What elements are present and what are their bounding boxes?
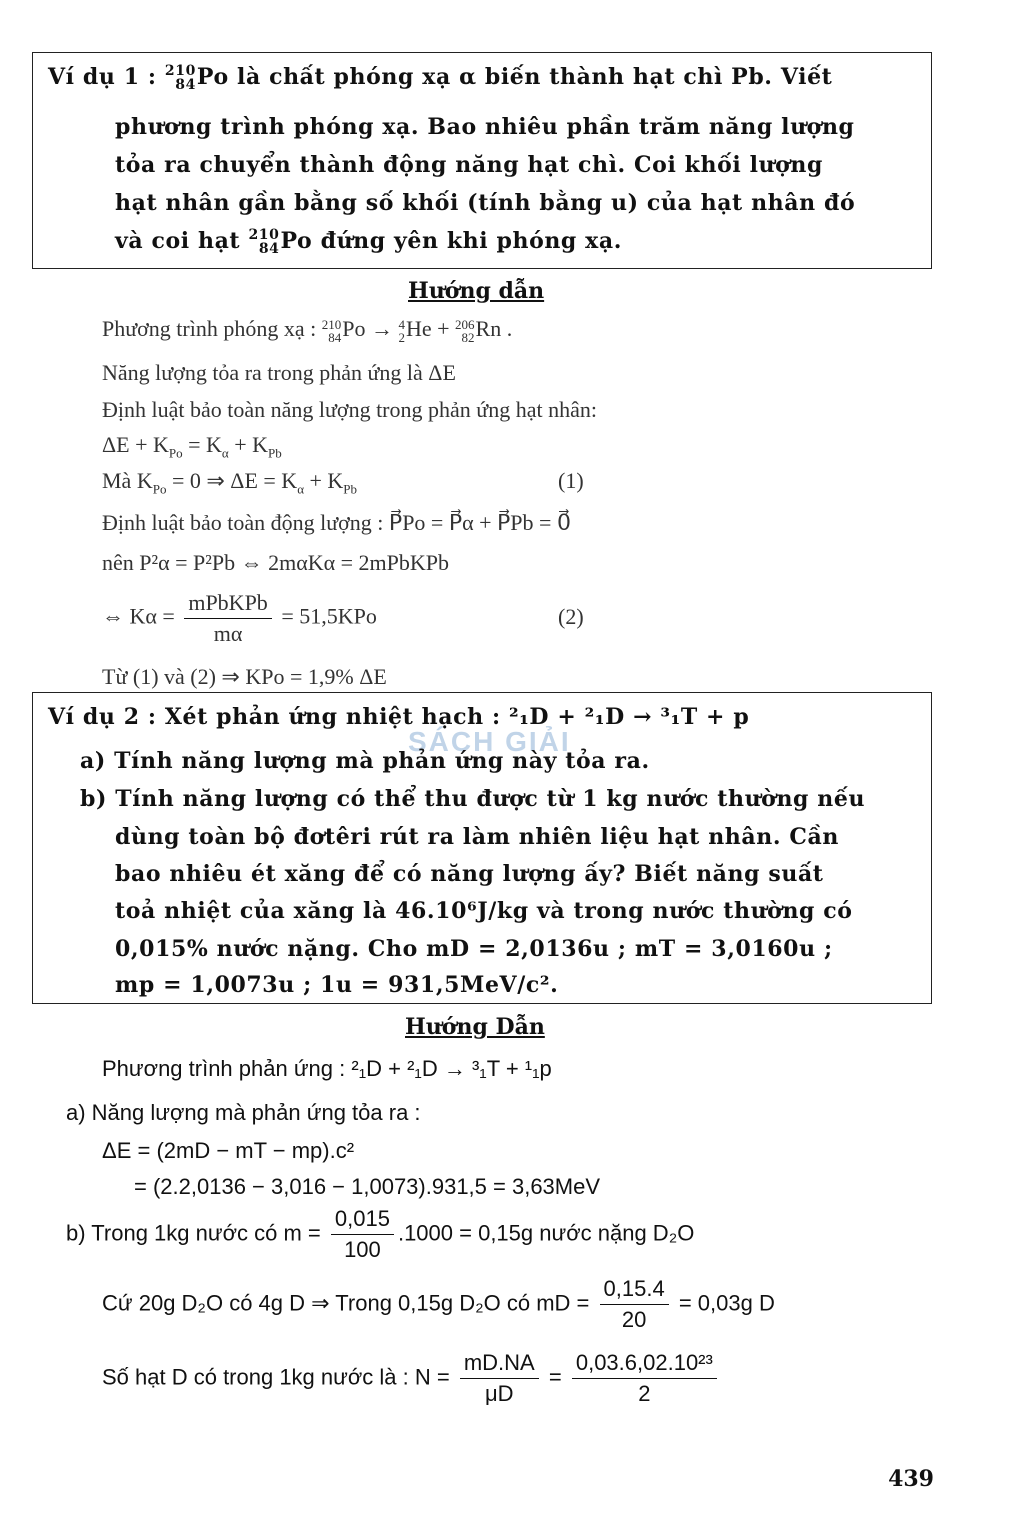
guide1-line2: Năng lượng tỏa ra trong phản ứng là ΔE: [102, 360, 456, 385]
guide1-line9: Từ (1) và (2) ⇒ KPo = 1,9% ΔE: [102, 664, 387, 689]
guide2-line6: Cứ 20g D₂O có 4g D ⇒ Trong 0,15g D₂O có mD = $\frac{0,15.4}{20}$ = 0,03g D: [102, 1276, 775, 1332]
guide1-tag1: (1): [558, 468, 584, 493]
example2-line6: toả nhiệt của xăng là 46.10⁶J/kg và trong nước thường có: [115, 898, 853, 924]
example1-line5: và coi hạt 210 84 Po đứng yên khi phóng xạ.: [115, 227, 623, 257]
example1-line3: tỏa ra chuyển thành động năng hạt chì. Coi khối lượng: [115, 152, 823, 178]
guide2-line5: b) Trong 1kg nước có m = $\frac{0,015}{100}$ .1000 = 0,15g nước nặng D₂O: [66, 1206, 695, 1262]
example2-line5: bao nhiêu ét xăng để có năng lượng ấy? Biết năng suất: [115, 861, 824, 887]
example2-line2: a) Tính năng lượng mà phản ứng này tỏa ra.: [80, 748, 650, 774]
guide2-line4: = (2.2,0136 − 3,016 − 1,0073).931,5 = 3,63MeV: [134, 1174, 601, 1199]
example2-line3: b) Tính năng lượng có thể thu được từ 1 kg nước thường nếu: [80, 786, 866, 812]
example1-label: Ví dụ 1 :: [48, 64, 157, 90]
watermark: SÁCH GIẢI: [408, 726, 571, 757]
guide2-line7: Số hạt D có trong 1kg nước là : N = $\frac{mD.NA}{\mu D}$ = $\frac{\text{0,03.6,02.10²³}}{2}$: [102, 1350, 721, 1407]
guide1-line3: Định luật bảo toàn năng lượng trong phản ứng hạt nhân:: [102, 397, 597, 422]
guide2-line2: a) Năng lượng mà phản ứng tỏa ra :: [66, 1100, 421, 1125]
example2-line8: mp = 1,0073u ; 1u = 931,5MeV/c².: [115, 972, 559, 998]
example2-line1: Ví dụ 2 : Xét phản ứng nhiệt hạch : ²₁D + ²₁D → ³₁T + p: [48, 704, 750, 730]
guide1-line6: Định luật bảo toàn động lượng : P⃗Po = P⃗α + P⃗Pb = 0⃗: [102, 510, 571, 535]
po-nuclide: 210 84: [164, 63, 196, 93]
guide1-line8: ⇔ Kα = $\frac{\text{mPbKPb}}{m\alpha}$ = 51,5KPo: [102, 590, 377, 646]
example1-line1: Ví dụ 1 : 210 84 Po là chất phóng xạ α biến thành hạt chì Pb. Viết: [48, 63, 833, 93]
guide1-heading: Hướng dẫn: [408, 278, 545, 304]
example2-line4: dùng toàn bộ đơtêri rút ra làm nhiên liệu hạt nhân. Cần: [115, 824, 839, 850]
guide2-line1: Phương trình phản ứng : ²₁D + ²₁D → ³₁T + ¹₁p: [102, 1056, 552, 1081]
guide1-line4: $\Delta E + K_{Po} = K_\alpha + K_{Pb}$: [102, 432, 282, 461]
guide1-line5: Mà $K_{Po} = 0$ ⇒ $\Delta E = K_\alpha + K_{Pb}$: [102, 468, 358, 497]
example1-line4: hạt nhân gần bằng số khối (tính bằng u) của hạt nhân đó: [115, 190, 856, 216]
guide2-line3: ΔE = (2mD − mT − mp).c²: [102, 1138, 355, 1163]
guide1-equation: Phương trình phóng xạ : 210 84 Po → 4 2 He + 206 82 Rn .: [102, 316, 513, 345]
guide1-tag2: (2): [558, 604, 584, 629]
page-number: 439: [888, 1466, 934, 1492]
example2-line7: 0,015% nước nặng. Cho mD = 2,0136u ; mT = 3,0160u ;: [115, 936, 833, 962]
guide2-heading: Hướng Dẫn: [405, 1014, 545, 1040]
guide1-line7: nên P²α = P²Pb ⇔ 2mαKα = 2mPbKPb: [102, 550, 450, 575]
example1-line2: phương trình phóng xạ. Bao nhiêu phần trăm năng lượng: [115, 114, 855, 140]
